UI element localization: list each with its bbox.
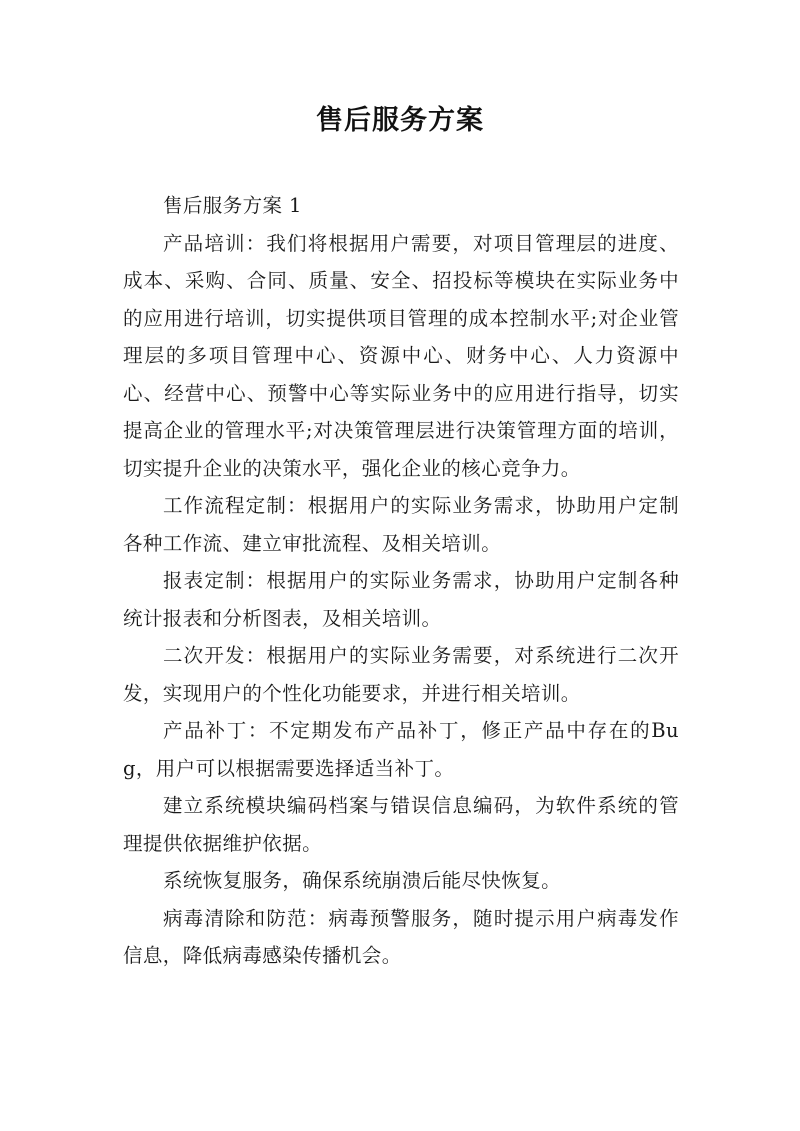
document-body — [123, 187, 679, 975]
paragraph-workflow-customization: 工作流程定制：根据用户的实际业务需求，协助用户定制各种工作流、建立审批流程、及相关培训。 — [123, 494, 679, 555]
section-heading: 售后服务方案 1 — [163, 194, 302, 217]
paragraph-secondary-development: 二次开发：根据用户的实际业务需要，对系统进行二次开发，实现用户的个性化功能要求，并进行相关培训。 — [123, 644, 679, 705]
paragraph-virus-prevention: 病毒清除和防范：病毒预警服务，随时提示用户病毒发作信息，降低病毒感染传播机会。 — [123, 906, 679, 967]
paragraph-product-training: 产品培训：我们将根据用户需要，对项目管理层的进度、成本、采购、合同、质量、安全、招投标等模块在实际业务中的应用进行培训，切实提供项目管理的成本控制水平;对企业管理层的多项目管理中心、资源中心、财务中心、人力资源中心、经营中心、预警中心等实际业务中的应用进行指导，切实提高企业的管理水平;对决策管理层进行决策管理方面的培训，切实提升企业的决策水平，强化企业的核心竞争力。 — [123, 231, 679, 480]
paragraph-module-coding: 建立系统模块编码档案与错误信息编码，为软件系统的管理提供依据维护依据。 — [123, 794, 679, 855]
document-title: 售后服务方案 — [316, 105, 484, 136]
paragraph-report-customization: 报表定制：根据用户的实际业务需求，协助用户定制各种统计报表和分析图表，及相关培训。 — [123, 569, 679, 630]
paragraph-product-patches: 产品补丁：不定期发布产品补丁，修正产品中存在的Bug，用户可以根据需要选择适当补丁。 — [123, 719, 679, 780]
paragraph-system-recovery: 系统恢复服务，确保系统崩溃后能尽快恢复。 — [163, 869, 562, 892]
